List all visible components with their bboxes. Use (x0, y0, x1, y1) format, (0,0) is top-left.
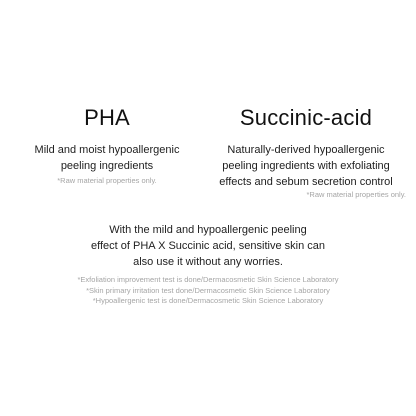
summary-line-2: effect of PHA X Succinic acid, sensitive skin can (91, 240, 325, 252)
summary-line-3: also use it without any worries. (133, 256, 283, 268)
pha-title: PHA (84, 105, 130, 130)
succinic-acid-title: Succinic-acid (239, 105, 373, 130)
summary-text (20, 222, 396, 270)
succinic-acid-note: *Raw material properties only. (306, 190, 406, 199)
succinic-desc-line-3: effects and sebum secretion control (219, 176, 393, 188)
succinic-acid-column (206, 104, 406, 199)
succinic-desc-line-2: peeling ingredients with exfoliating (222, 160, 390, 172)
pha-note: *Raw material properties only. (57, 176, 157, 185)
pha-column (14, 104, 200, 185)
footnote-hypoallergenic: *Hypoallergenic test is done/Dermacosmetic Skin Science Laboratory (92, 296, 324, 305)
footnote-irritation: *Skin primary irritation test done/Dermacosmetic Skin Science Laboratory (86, 285, 330, 295)
pha-desc-line-1: Mild and moist hypoallergenic (34, 144, 180, 156)
succinic-desc-line-1: Naturally-derived hypoallergenic (227, 144, 385, 156)
summary-line-1: With the mild and hypoallergenic peeling (109, 224, 307, 236)
footnotes (20, 275, 396, 307)
succinic-acid-description (206, 142, 406, 190)
footnote-exfoliation: *Exfoliation improvement test is done/Dermacosmetic Skin Science Laboratory (77, 275, 339, 284)
pha-desc-line-2: peeling ingredients (60, 160, 154, 172)
pha-description (14, 142, 200, 174)
